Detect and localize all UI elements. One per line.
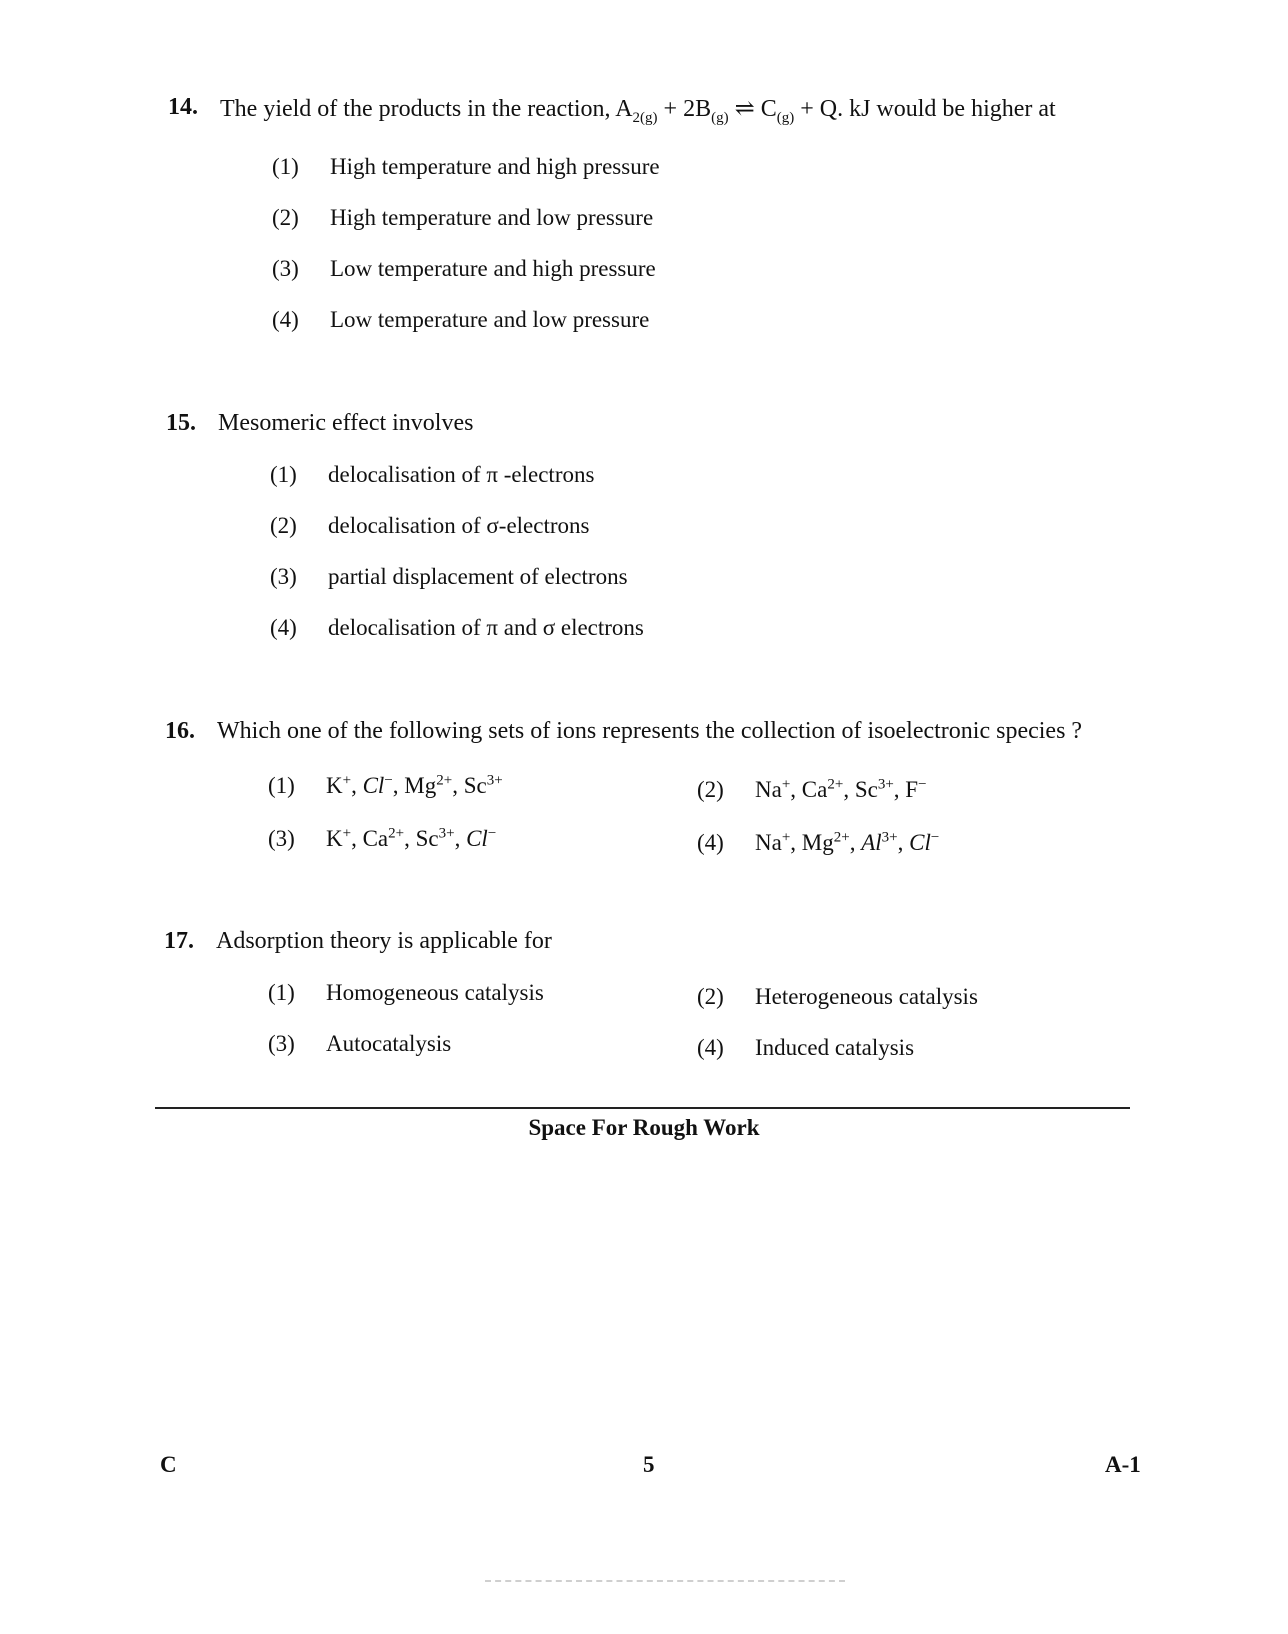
option-3: (3) Low temperature and high pressure <box>272 256 656 281</box>
option-3: (3) K+, $Ca^{2+}$, $Sc^{3+}$, Cl− <box>268 825 497 851</box>
ion-charge: 2+ <box>833 829 850 845</box>
ion-list: Na+, $Ca^{2+}$, $Sc^{3+}$, F− <box>755 776 927 802</box>
ion-charge: 3+ <box>877 776 894 792</box>
question-number: 17. <box>164 928 194 954</box>
ion-symbol: Al <box>861 829 882 855</box>
ion-symbol: Cl <box>909 829 931 855</box>
ion-symbol: Ca <box>362 825 389 851</box>
page-number: 5 <box>643 1452 655 1477</box>
ion-symbol: Na <box>755 776 782 802</box>
ion-charge: 2+ <box>388 825 405 841</box>
question-text: Mesomeric effect involves <box>218 410 474 436</box>
option-2: (2) Heterogeneous catalysis <box>697 984 978 1009</box>
ion-list: K+, Cl−, $Mg^{2+}$, $Sc^{3+}$ <box>326 772 503 798</box>
ion-symbol: F <box>905 776 919 802</box>
option-2: (2) High temperature and low pressure <box>272 205 654 230</box>
ion-charge: 3+ <box>486 772 503 788</box>
question-number: 14. <box>168 94 198 120</box>
ion-charge: + <box>781 776 791 792</box>
divider-line <box>155 1107 1130 1109</box>
question-text: Which one of the following sets of ions represents the collection of isoelectronic species ? <box>217 718 1083 744</box>
ion-charge: + <box>342 772 352 788</box>
ion-symbol: Sc <box>854 776 878 802</box>
ion-charge: 2+ <box>827 776 844 792</box>
ion-symbol: Mg <box>404 772 437 798</box>
option-3: (3) Autocatalysis <box>268 1031 452 1056</box>
option-1: (1) delocalisation of π -electrons <box>270 462 595 487</box>
option-4: (4) delocalisation of π and σ electrons <box>270 615 644 640</box>
ion-charge: − <box>930 829 940 845</box>
rough-work-heading: Space For Rough Work <box>528 1115 760 1140</box>
option-4: (4) Low temperature and low pressure <box>272 307 650 332</box>
ion-symbol: Sc <box>415 825 439 851</box>
ion-charge: − <box>918 776 927 792</box>
ion-symbol: Cl <box>466 825 488 851</box>
option-1: (1) Homogeneous catalysis <box>268 980 544 1005</box>
question-number: 16. <box>165 718 195 744</box>
option-3: (3) partial displacement of electrons <box>270 564 628 589</box>
ion-symbol: Sc <box>463 772 487 798</box>
ion-charge: − <box>487 825 497 841</box>
ion-list: K+, $Ca^{2+}$, $Sc^{3+}$, Cl− <box>326 825 497 851</box>
option-1: (1) K+, Cl−, $Mg^{2+}$, $Sc^{3+}$ <box>268 772 503 798</box>
scan-artifact-line <box>485 1580 845 1582</box>
question-number: 15. <box>166 410 196 436</box>
ion-symbol: Na <box>755 829 782 855</box>
ion-charge: 3+ <box>438 825 455 841</box>
ion-charge: + <box>781 829 791 845</box>
option-2: (2) Na+, $Ca^{2+}$, $Sc^{3+}$, F− <box>697 776 927 802</box>
ion-list: Na+, $Mg^{2+}$, $Al^{3+}$, Cl− <box>755 829 940 855</box>
ion-symbol: Cl <box>362 772 385 798</box>
footer-series-code: C <box>160 1452 177 1477</box>
ion-symbol: Ca <box>801 776 828 802</box>
footer-booklet-code: A-1 <box>1105 1452 1141 1477</box>
question-text: The yield of the products in the reaction, $A_{2(g)} + 2B_{(g)}$ ⇌ $C_{(g)} + Q$. kJ would be higher at <box>220 96 1056 126</box>
option-4: (4) Na+, $Mg^{2+}$, $Al^{3+}$, Cl− <box>697 829 940 855</box>
ion-symbol: Mg <box>801 829 834 855</box>
equilibrium-arrow-icon: ⇌ <box>734 96 755 122</box>
ion-charge: 3+ <box>881 829 898 845</box>
question-text: Adsorption theory is applicable for <box>216 928 552 954</box>
ion-charge: 2+ <box>436 772 453 788</box>
ion-symbol: K <box>326 825 343 851</box>
option-2: (2) delocalisation of σ-electrons <box>270 513 590 538</box>
ion-charge: + <box>342 825 352 841</box>
option-4: (4) Induced catalysis <box>697 1035 915 1060</box>
ion-charge: − <box>384 772 393 788</box>
ion-symbol: K <box>326 772 343 798</box>
option-1: (1) High temperature and high pressure <box>272 154 660 179</box>
